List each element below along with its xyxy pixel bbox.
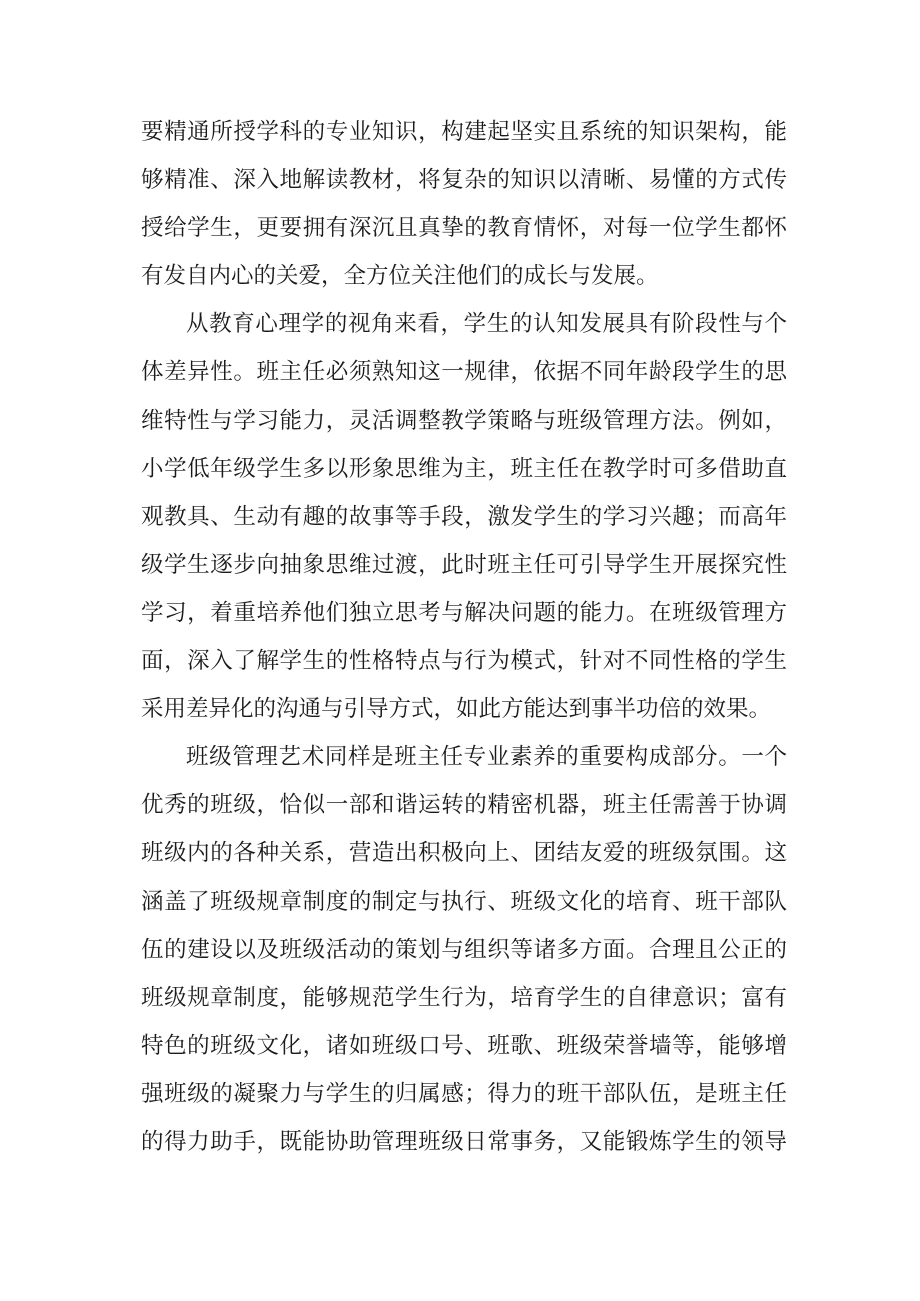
paragraph-3-line-2: 优秀的班级，恰似一部和谐运转的精密机器，班主任需善于协调 bbox=[141, 792, 787, 819]
paragraph-2-line-6: 级学生逐步向抽象思维过渡，此时班主任可引导学生开展探究性 bbox=[141, 551, 787, 578]
paragraph-2-line-5: 观教具、生动有趣的故事等手段，激发学生的学习兴趣；而高年 bbox=[141, 503, 787, 530]
paragraph-2-line-1: 从教育心理学的视角来看，学生的认知发展具有阶段性与个 bbox=[186, 311, 787, 338]
paragraph-1-line-3: 授给学生，更要拥有深沉且真挚的教育情怀，对每一位学生都怀 bbox=[141, 215, 787, 242]
paragraph-1-line-4: 有发自内心的关爱，全方位关注他们的成长与发展。 bbox=[141, 263, 659, 290]
paragraph-3-line-3: 班级内的各种关系，营造出积极向上、团结友爱的班级氛围。这 bbox=[141, 840, 787, 867]
paragraph-3-line-7: 特色的班级文化，诸如班级口号、班歌、班级荣誉墙等，能够增 bbox=[141, 1032, 787, 1059]
paragraph-2-line-2: 体差异性。班主任必须熟知这一规律，依据不同年龄段学生的思 bbox=[141, 359, 787, 386]
document-body bbox=[141, 108, 787, 1166]
paragraph-1-line-2: 够精准、深入地解读教材，将复杂的知识以清晰、易懂的方式传 bbox=[141, 167, 787, 194]
paragraph-3-line-4: 涵盖了班级规章制度的制定与执行、班级文化的培育、班干部队 bbox=[141, 888, 787, 915]
paragraph-2-line-7: 学习，着重培养他们独立思考与解决问题的能力。在班级管理方 bbox=[141, 599, 787, 626]
paragraph-3-line-5: 伍的建设以及班级活动的策划与组织等诸多方面。合理且公正的 bbox=[141, 936, 787, 963]
paragraph-2-line-3: 维特性与学习能力，灵活调整教学策略与班级管理方法。例如， bbox=[141, 407, 787, 434]
paragraph-2-line-8: 面，深入了解学生的性格特点与行为模式，针对不同性格的学生 bbox=[141, 648, 787, 675]
paragraph-2-line-4: 小学低年级学生多以形象思维为主，班主任在教学时可多借助直 bbox=[141, 455, 787, 482]
paragraph-2-line-9: 采用差异化的沟通与引导方式，如此方能达到事半功倍的效果。 bbox=[141, 696, 772, 723]
paragraph-1-line-1: 要精通所授学科的专业知识，构建起坚实且系统的知识架构，能 bbox=[141, 119, 787, 145]
paragraph-3-line-6: 班级规章制度，能够规范学生行为，培育学生的自律意识；富有 bbox=[141, 984, 787, 1011]
paragraph-3-line-1: 班级管理艺术同样是班主任专业素养的重要构成部分。一个 bbox=[186, 744, 787, 771]
paragraph-3-line-8: 强班级的凝聚力与学生的归属感；得力的班干部队伍，是班主任 bbox=[141, 1080, 787, 1107]
paragraph-3-line-9: 的得力助手，既能协助管理班级日常事务，又能锻炼学生的领导 bbox=[141, 1128, 787, 1155]
